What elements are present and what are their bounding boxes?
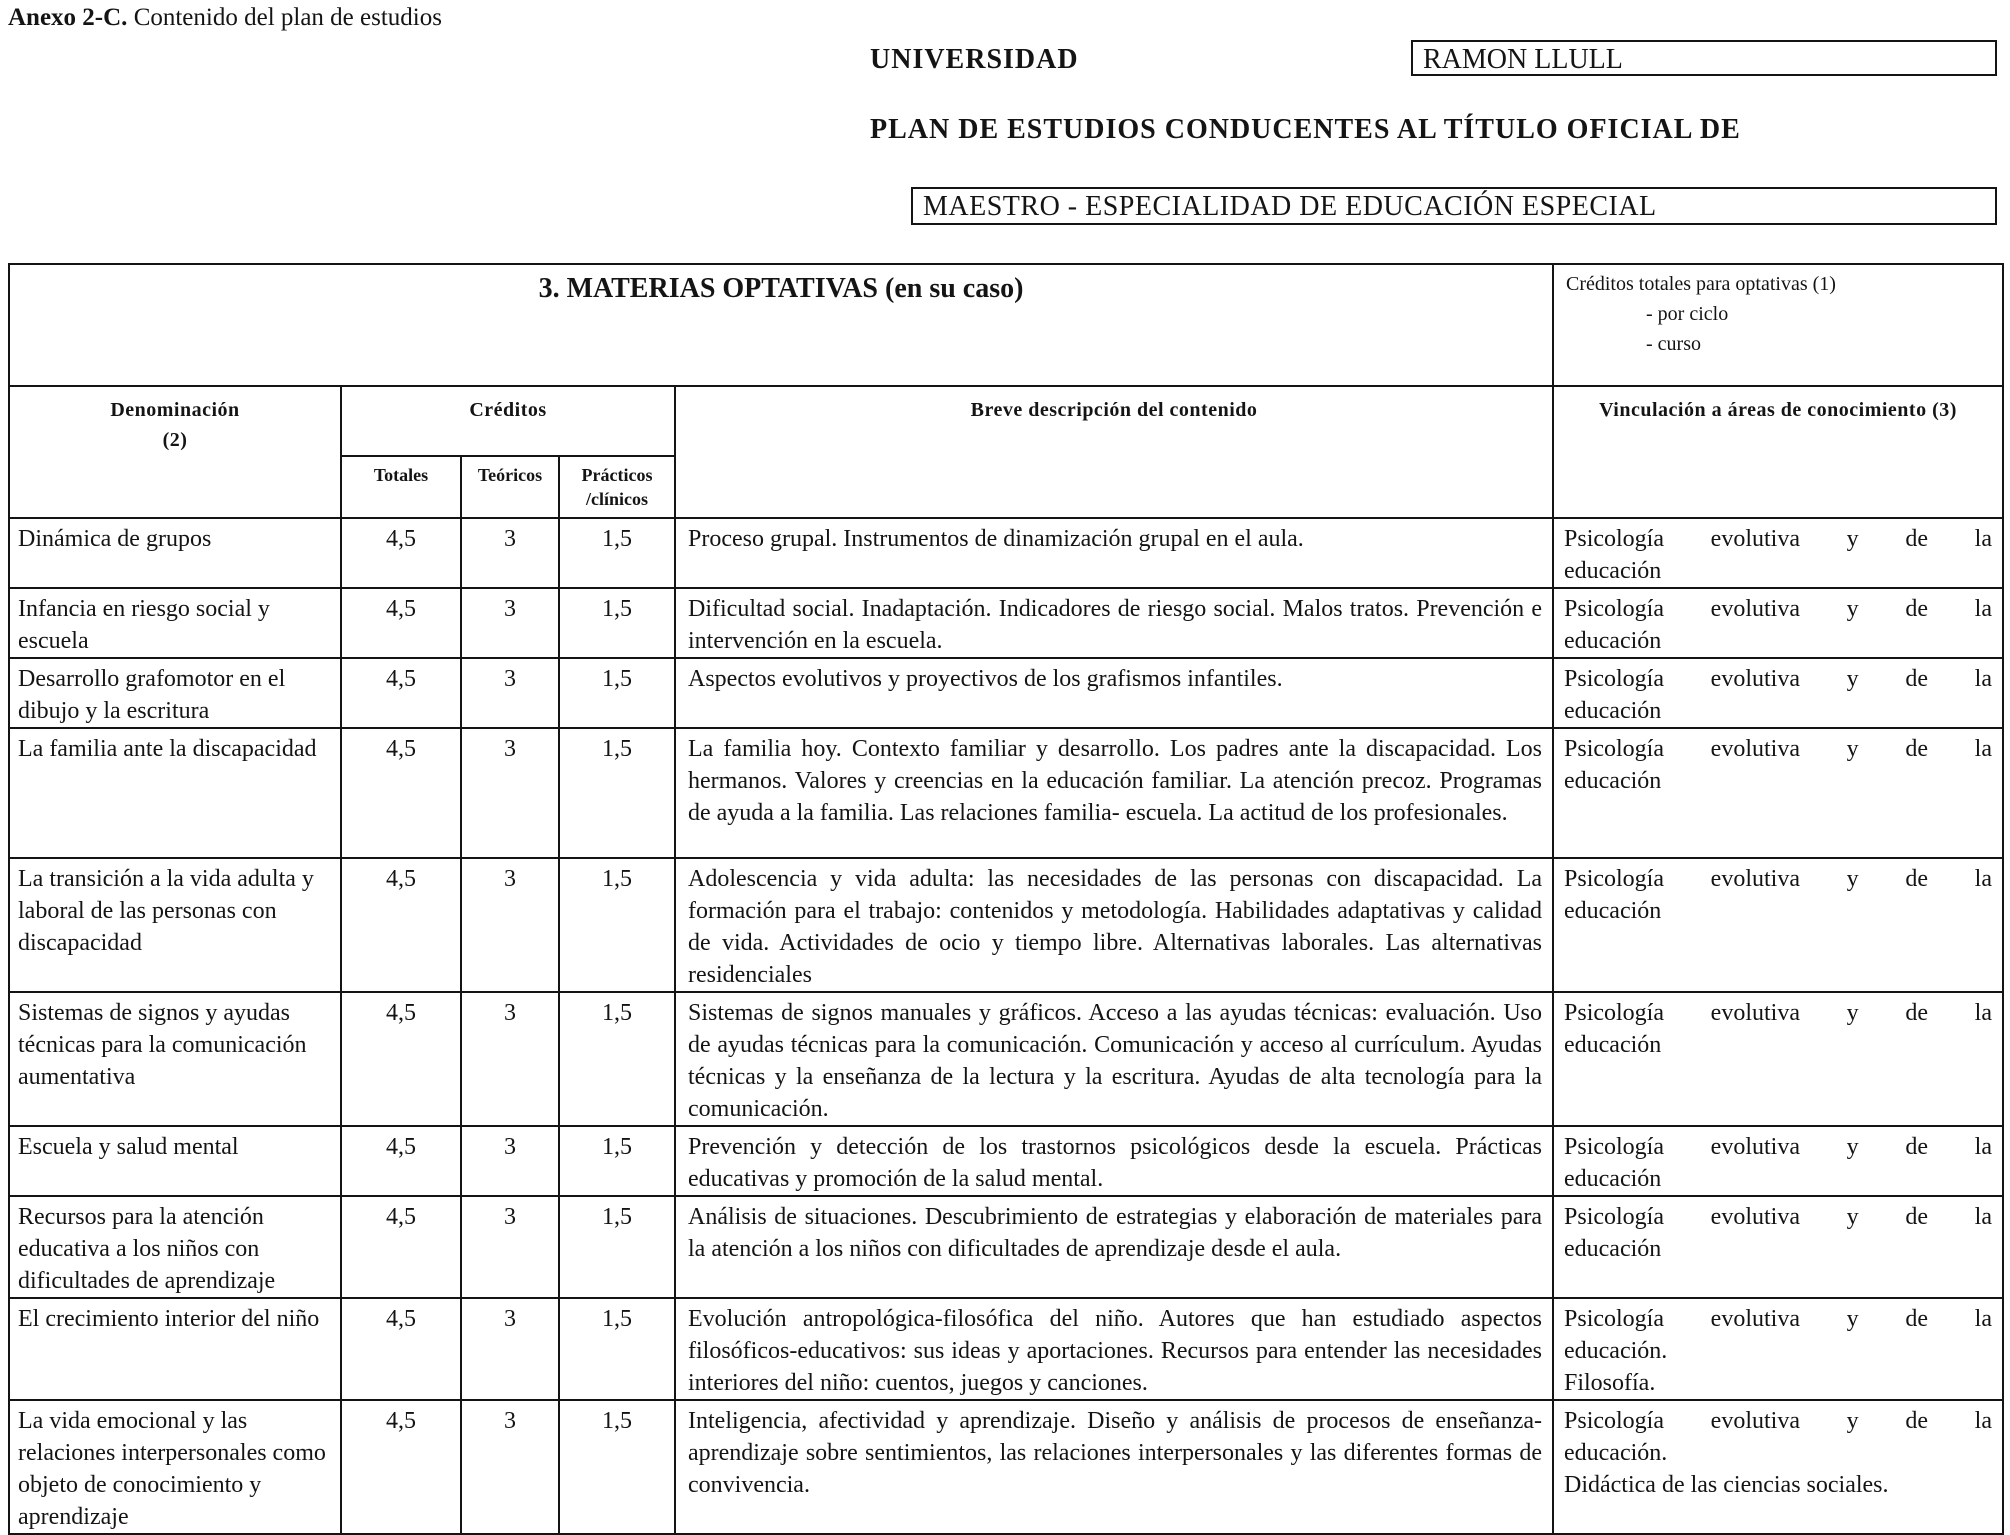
credits-theory: 3: [461, 658, 559, 728]
col-practice-header: Prácticos /clínicos: [559, 456, 675, 518]
knowledge-area: [1553, 992, 2003, 1126]
area-rest: educación: [1564, 698, 1662, 724]
subject-description: Dificultad social. Inadaptación. Indicadores de riesgo social. Malos tratos. Prevención e intervención en la escuela.: [675, 588, 1553, 658]
credits-theory: 3: [461, 1400, 559, 1534]
subject-description: Proceso grupal. Instrumentos de dinamización grupal en el aula.: [675, 518, 1553, 588]
area-word: y: [1846, 1134, 1859, 1160]
table-row: [9, 1126, 2003, 1196]
area-rest: educación: [1564, 628, 1662, 654]
area-word: la: [1974, 1306, 1992, 1332]
knowledge-area: [1553, 1196, 2003, 1298]
area-word: de: [1905, 1306, 1928, 1332]
area-word: evolutiva: [1710, 1000, 1800, 1026]
area-word: evolutiva: [1710, 596, 1800, 622]
optional-subjects-table: [8, 263, 2004, 1535]
credits-theory: 3: [461, 1196, 559, 1298]
area-word: Psicología: [1564, 866, 1664, 892]
subject-description: Aspectos evolutivos y proyectivos de los grafismos infantiles.: [675, 658, 1553, 728]
knowledge-area: [1553, 1400, 2003, 1534]
area-line: [1564, 663, 1992, 695]
area-word: evolutiva: [1710, 1204, 1800, 1230]
knowledge-area: [1553, 1126, 2003, 1196]
area-rest: educación: [1564, 1032, 1662, 1058]
credits-total: 4,5: [341, 1196, 461, 1298]
credits-practice: 1,5: [559, 992, 675, 1126]
column-header-row: [9, 386, 2003, 456]
area-rest: educación: [1564, 558, 1662, 584]
area-word: la: [1974, 1408, 1992, 1434]
subject-description: Prevención y detección de los trastornos psicológicos desde la escuela. Prácticas educativas y promoción de la salud mental.: [675, 1126, 1553, 1196]
col-area-header: Vinculación a áreas de conocimiento (3): [1553, 386, 2003, 518]
area-word: Psicología: [1564, 1204, 1664, 1230]
credits-theory: 3: [461, 992, 559, 1126]
area-rest: educación: [1564, 768, 1662, 794]
subject-name: Escuela y salud mental: [9, 1126, 341, 1196]
col-name-label: Denominación: [110, 399, 240, 421]
area-line: [1564, 863, 1992, 895]
subject-name: La familia ante la discapacidad: [9, 728, 341, 858]
area-line: [1564, 1201, 1992, 1233]
area-line: [1564, 593, 1992, 625]
area-word: de: [1905, 526, 1928, 552]
area-word: y: [1846, 526, 1859, 552]
area-extra: Filosofía.: [1564, 1370, 1656, 1396]
credits-total: 4,5: [341, 588, 461, 658]
area-rest: educación: [1564, 1166, 1662, 1192]
area-word: y: [1846, 1408, 1859, 1434]
knowledge-area: [1553, 728, 2003, 858]
area-rest: educación.: [1564, 1338, 1668, 1364]
area-word: de: [1905, 1134, 1928, 1160]
area-word: Psicología: [1564, 1134, 1664, 1160]
area-word: y: [1846, 596, 1859, 622]
credits-total: 4,5: [341, 658, 461, 728]
area-word: la: [1974, 736, 1992, 762]
credits-total: 4,5: [341, 518, 461, 588]
table-row: [9, 1400, 2003, 1534]
knowledge-area: [1553, 858, 2003, 992]
area-word: y: [1846, 1204, 1859, 1230]
area-word: Psicología: [1564, 1000, 1664, 1026]
table-row: [9, 588, 2003, 658]
area-word: de: [1905, 1000, 1928, 1026]
credits-practice: 1,5: [559, 728, 675, 858]
area-word: evolutiva: [1710, 1134, 1800, 1160]
subject-name: Recursos para la atención educativa a los niños con dificultades de aprendizaje: [9, 1196, 341, 1298]
area-extra: Didáctica de las ciencias sociales.: [1564, 1472, 1889, 1498]
credits-total: 4,5: [341, 1400, 461, 1534]
subject-description: Sistemas de signos manuales y gráficos. Acceso a las ayudas técnicas: evaluación. Uso de ayudas técnicas para la comunicación. Comunicación y acceso al currículum. Ayudas técnicas y la enseñanza de la lectura y la escritura. Ayudas de alta tecnología para la comunicación.: [675, 992, 1553, 1126]
col-name-note: (2): [162, 429, 188, 451]
annex-heading: [8, 4, 442, 32]
subject-name: La transición a la vida adulta y laboral de las personas con discapacidad: [9, 858, 341, 992]
area-line: [1564, 733, 1992, 765]
area-rest: educación.: [1564, 1440, 1668, 1466]
credits-total: 4,5: [341, 728, 461, 858]
area-word: Psicología: [1564, 1306, 1664, 1332]
credits-total: 4,5: [341, 858, 461, 992]
university-name-box: RAMON LLULL: [1411, 40, 1997, 76]
knowledge-area: [1553, 658, 2003, 728]
annex-label: Anexo 2-C.: [8, 4, 128, 31]
credits-theory: 3: [461, 858, 559, 992]
credits-theory: 3: [461, 728, 559, 858]
subject-name: La vida emocional y las relaciones interpersonales como objeto de conocimiento y aprendizaje: [9, 1400, 341, 1534]
credits-practice: 1,5: [559, 658, 675, 728]
area-line: [1564, 1303, 1992, 1335]
subject-name: Infancia en riesgo social y escuela: [9, 588, 341, 658]
area-word: y: [1846, 666, 1859, 692]
area-word: la: [1974, 866, 1992, 892]
area-rest: educación: [1564, 898, 1662, 924]
area-word: evolutiva: [1710, 526, 1800, 552]
knowledge-area: [1553, 1298, 2003, 1400]
area-word: de: [1905, 866, 1928, 892]
area-line: [1564, 1405, 1992, 1437]
area-word: de: [1905, 1408, 1928, 1434]
credits-practice: 1,5: [559, 1400, 675, 1534]
area-word: la: [1974, 1000, 1992, 1026]
credits-practice: 1,5: [559, 858, 675, 992]
credits-practice: 1,5: [559, 518, 675, 588]
credits-theory: 3: [461, 588, 559, 658]
credits-total: 4,5: [341, 1126, 461, 1196]
area-word: de: [1905, 1204, 1928, 1230]
col-credits-header: Créditos: [341, 386, 675, 456]
area-word: Psicología: [1564, 736, 1664, 762]
col-description-header: Breve descripción del contenido: [675, 386, 1553, 518]
credits-theory: 3: [461, 1298, 559, 1400]
table-row: [9, 1196, 2003, 1298]
subject-name: Sistemas de signos y ayudas técnicas para la comunicación aumentativa: [9, 992, 341, 1126]
annex-text: Contenido del plan de estudios: [127, 4, 442, 31]
credits-practice: 1,5: [559, 1196, 675, 1298]
total-credits-label: Créditos totales para optativas (1): [1566, 273, 1836, 295]
table-row: [9, 518, 2003, 588]
area-word: Psicología: [1564, 666, 1664, 692]
credits-total: 4,5: [341, 1298, 461, 1400]
section-title: 3. MATERIAS OPTATIVAS (en su caso): [9, 264, 1553, 386]
area-word: la: [1974, 1134, 1992, 1160]
area-word: de: [1905, 666, 1928, 692]
area-word: y: [1846, 1000, 1859, 1026]
area-word: Psicología: [1564, 1408, 1664, 1434]
area-line: [1564, 1131, 1992, 1163]
area-line: [1564, 523, 1992, 555]
area-word: la: [1974, 1204, 1992, 1230]
section-header-row: [9, 264, 2003, 386]
col-name-header: [9, 386, 341, 518]
area-word: y: [1846, 866, 1859, 892]
area-word: la: [1974, 526, 1992, 552]
credits-theory: 3: [461, 518, 559, 588]
area-word: evolutiva: [1710, 1306, 1800, 1332]
table-row: [9, 992, 2003, 1126]
subject-name: El crecimiento interior del niño: [9, 1298, 341, 1400]
area-word: la: [1974, 666, 1992, 692]
knowledge-area: [1553, 518, 2003, 588]
subject-name: Dinámica de grupos: [9, 518, 341, 588]
knowledge-area: [1553, 588, 2003, 658]
per-cycle-label: - por ciclo: [1646, 303, 1729, 325]
university-label: UNIVERSIDAD: [870, 44, 1079, 75]
total-credits-cell: [1553, 264, 2003, 386]
area-word: y: [1846, 736, 1859, 762]
table-row: [9, 858, 2003, 992]
degree-box: MAESTRO - ESPECIALIDAD DE EDUCACIÓN ESPECIAL: [911, 187, 1997, 225]
subject-description: Análisis de situaciones. Descubrimiento de estrategias y elaboración de materiales para la atención a los niños con dificultades de aprendizaje desde el aula.: [675, 1196, 1553, 1298]
area-word: evolutiva: [1710, 666, 1800, 692]
per-course-label: - curso: [1646, 333, 1701, 355]
area-rest: educación: [1564, 1236, 1662, 1262]
area-word: la: [1974, 596, 1992, 622]
table-row: [9, 658, 2003, 728]
area-word: evolutiva: [1710, 1408, 1800, 1434]
subject-name: Desarrollo grafomotor en el dibujo y la escritura: [9, 658, 341, 728]
credits-practice: 1,5: [559, 588, 675, 658]
credits-theory: 3: [461, 1126, 559, 1196]
area-word: y: [1846, 1306, 1859, 1332]
col-total-header: Totales: [341, 456, 461, 518]
area-line: [1564, 997, 1992, 1029]
credits-total: 4,5: [341, 992, 461, 1126]
subject-description: Inteligencia, afectividad y aprendizaje. Diseño y análisis de procesos de enseñanza-aprendizaje sobre sentimientos, las relaciones interpersonales y las diferentes formas de convivencia.: [675, 1400, 1553, 1534]
area-word: Psicología: [1564, 526, 1664, 552]
table-row: [9, 1298, 2003, 1400]
area-word: evolutiva: [1710, 866, 1800, 892]
credits-practice: 1,5: [559, 1298, 675, 1400]
subject-description: La familia hoy. Contexto familiar y desarrollo. Los padres ante la discapacidad. Los hermanos. Valores y creencias en la educación familiar. La atención precoz. Programas de ayuda a la familia. Las relaciones familia- escuela. La actitud de los profesionales.: [675, 728, 1553, 858]
table-row: [9, 728, 2003, 858]
subject-description: Adolescencia y vida adulta: las necesidades de las personas con discapacidad. La formación para el trabajo: contenidos y metodología. Habilidades adaptativas y calidad de vida. Actividades de ocio y tiempo libre. Alternativas laborales. Las alternativas residenciales: [675, 858, 1553, 992]
col-theory-header: Teóricos: [461, 456, 559, 518]
area-word: evolutiva: [1710, 736, 1800, 762]
subject-description: Evolución antropológica-filosófica del niño. Autores que han estudiado aspectos filosóficos-educativos: sus ideas y aportaciones. Recursos para entender las necesidades interiores del niño: cuentos, juegos y canciones.: [675, 1298, 1553, 1400]
area-word: Psicología: [1564, 596, 1664, 622]
area-word: de: [1905, 736, 1928, 762]
area-word: de: [1905, 596, 1928, 622]
credits-practice: 1,5: [559, 1126, 675, 1196]
plan-title: PLAN DE ESTUDIOS CONDUCENTES AL TÍTULO OFICIAL DE: [870, 114, 1741, 145]
